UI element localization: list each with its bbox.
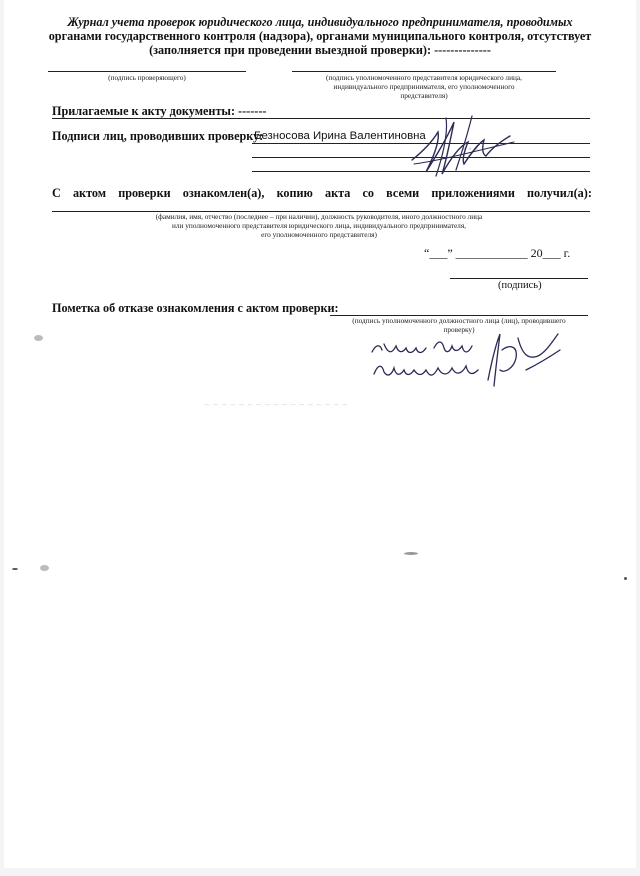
journal-statement-line-2: органами государственного контроля (надзора), органами муниципального контроля, отсутствует: [48, 29, 592, 43]
journal-statement-line-1: Журнал учета проверок юридического лица, индивидуального предпринимателя, проводимых: [67, 15, 573, 29]
inspector-signature-caption: (подпись проверяющего): [108, 73, 186, 82]
ack-word: всеми: [386, 186, 420, 200]
date-year-suffix: г.: [563, 246, 571, 260]
inspectors-signatures-label: Подписи лиц, проводивших проверку:: [52, 129, 264, 143]
scan-speck: [624, 577, 627, 580]
inspector-signature-line: [48, 71, 246, 72]
signature-caption: (подпись): [498, 280, 542, 291]
refusal-note-label: Пометка об отказе ознакомления с актом проверки:: [52, 301, 339, 315]
date-close-quote: ”: [447, 246, 453, 260]
date-year-blank: ___: [542, 246, 561, 260]
ack-word: получил(а):: [526, 186, 592, 200]
date-day-blank: ___: [429, 246, 448, 260]
date-open-quote: “: [424, 246, 430, 260]
signature-line: [450, 278, 588, 279]
document-page: [4, 0, 636, 868]
attached-documents-label: Прилагаемые к акту документы: -------: [52, 104, 267, 118]
date-month-blank: ____________: [455, 246, 528, 260]
representative-signature-caption: (подпись уполномоченного представителя юридического лица, индивидуального предпринимателя, его уполномоченного представителя): [326, 73, 522, 100]
bleed-through-stamp: • • •: [462, 144, 479, 155]
copy-certification-handwriting: [368, 330, 568, 390]
bleed-through-text: ~ ~ ~ ~ ~ ~ ~ ~ ~ ~ ~ ~ ~ ~ ~ ~ ~: [204, 400, 348, 411]
acknowledgement-caption: (фамилия, имя, отчество (последнее – при наличии), должность руководителя, иного должностного лица или уполномоченного представителя юридического лица, индивидуального предпринимателя, его уполномоченного представителя): [155, 212, 483, 239]
journal-statement: [42, 15, 598, 57]
ack-word: актом: [72, 186, 107, 200]
punch-hole-mark: [40, 565, 49, 571]
ack-word: приложениями: [431, 186, 515, 200]
ack-word: со: [362, 186, 375, 200]
representative-signature-line: [292, 71, 556, 72]
ack-word: проверки: [118, 186, 171, 200]
date-year-prefix: 20: [530, 246, 543, 260]
scan-speck: [12, 568, 18, 570]
ack-word: акта: [325, 186, 351, 200]
refusal-note-caption: (подпись уполномоченного должностного лица (лиц), проводившего проверку): [352, 316, 566, 334]
ack-word: С: [52, 186, 61, 200]
inspector-name: Безносова Ирина Валентиновна: [254, 130, 426, 142]
inspector-handwritten-signature: [402, 112, 522, 182]
ack-word: копию: [276, 186, 313, 200]
journal-statement-line-3: (заполняется при проведении выездной проверки): --------------: [149, 43, 491, 57]
punch-hole-mark: [34, 335, 43, 341]
scan-speck: [404, 552, 418, 555]
acknowledgement-statement: [52, 186, 592, 201]
date-line: [424, 246, 570, 261]
ack-word: ознакомлен(а),: [182, 186, 265, 200]
